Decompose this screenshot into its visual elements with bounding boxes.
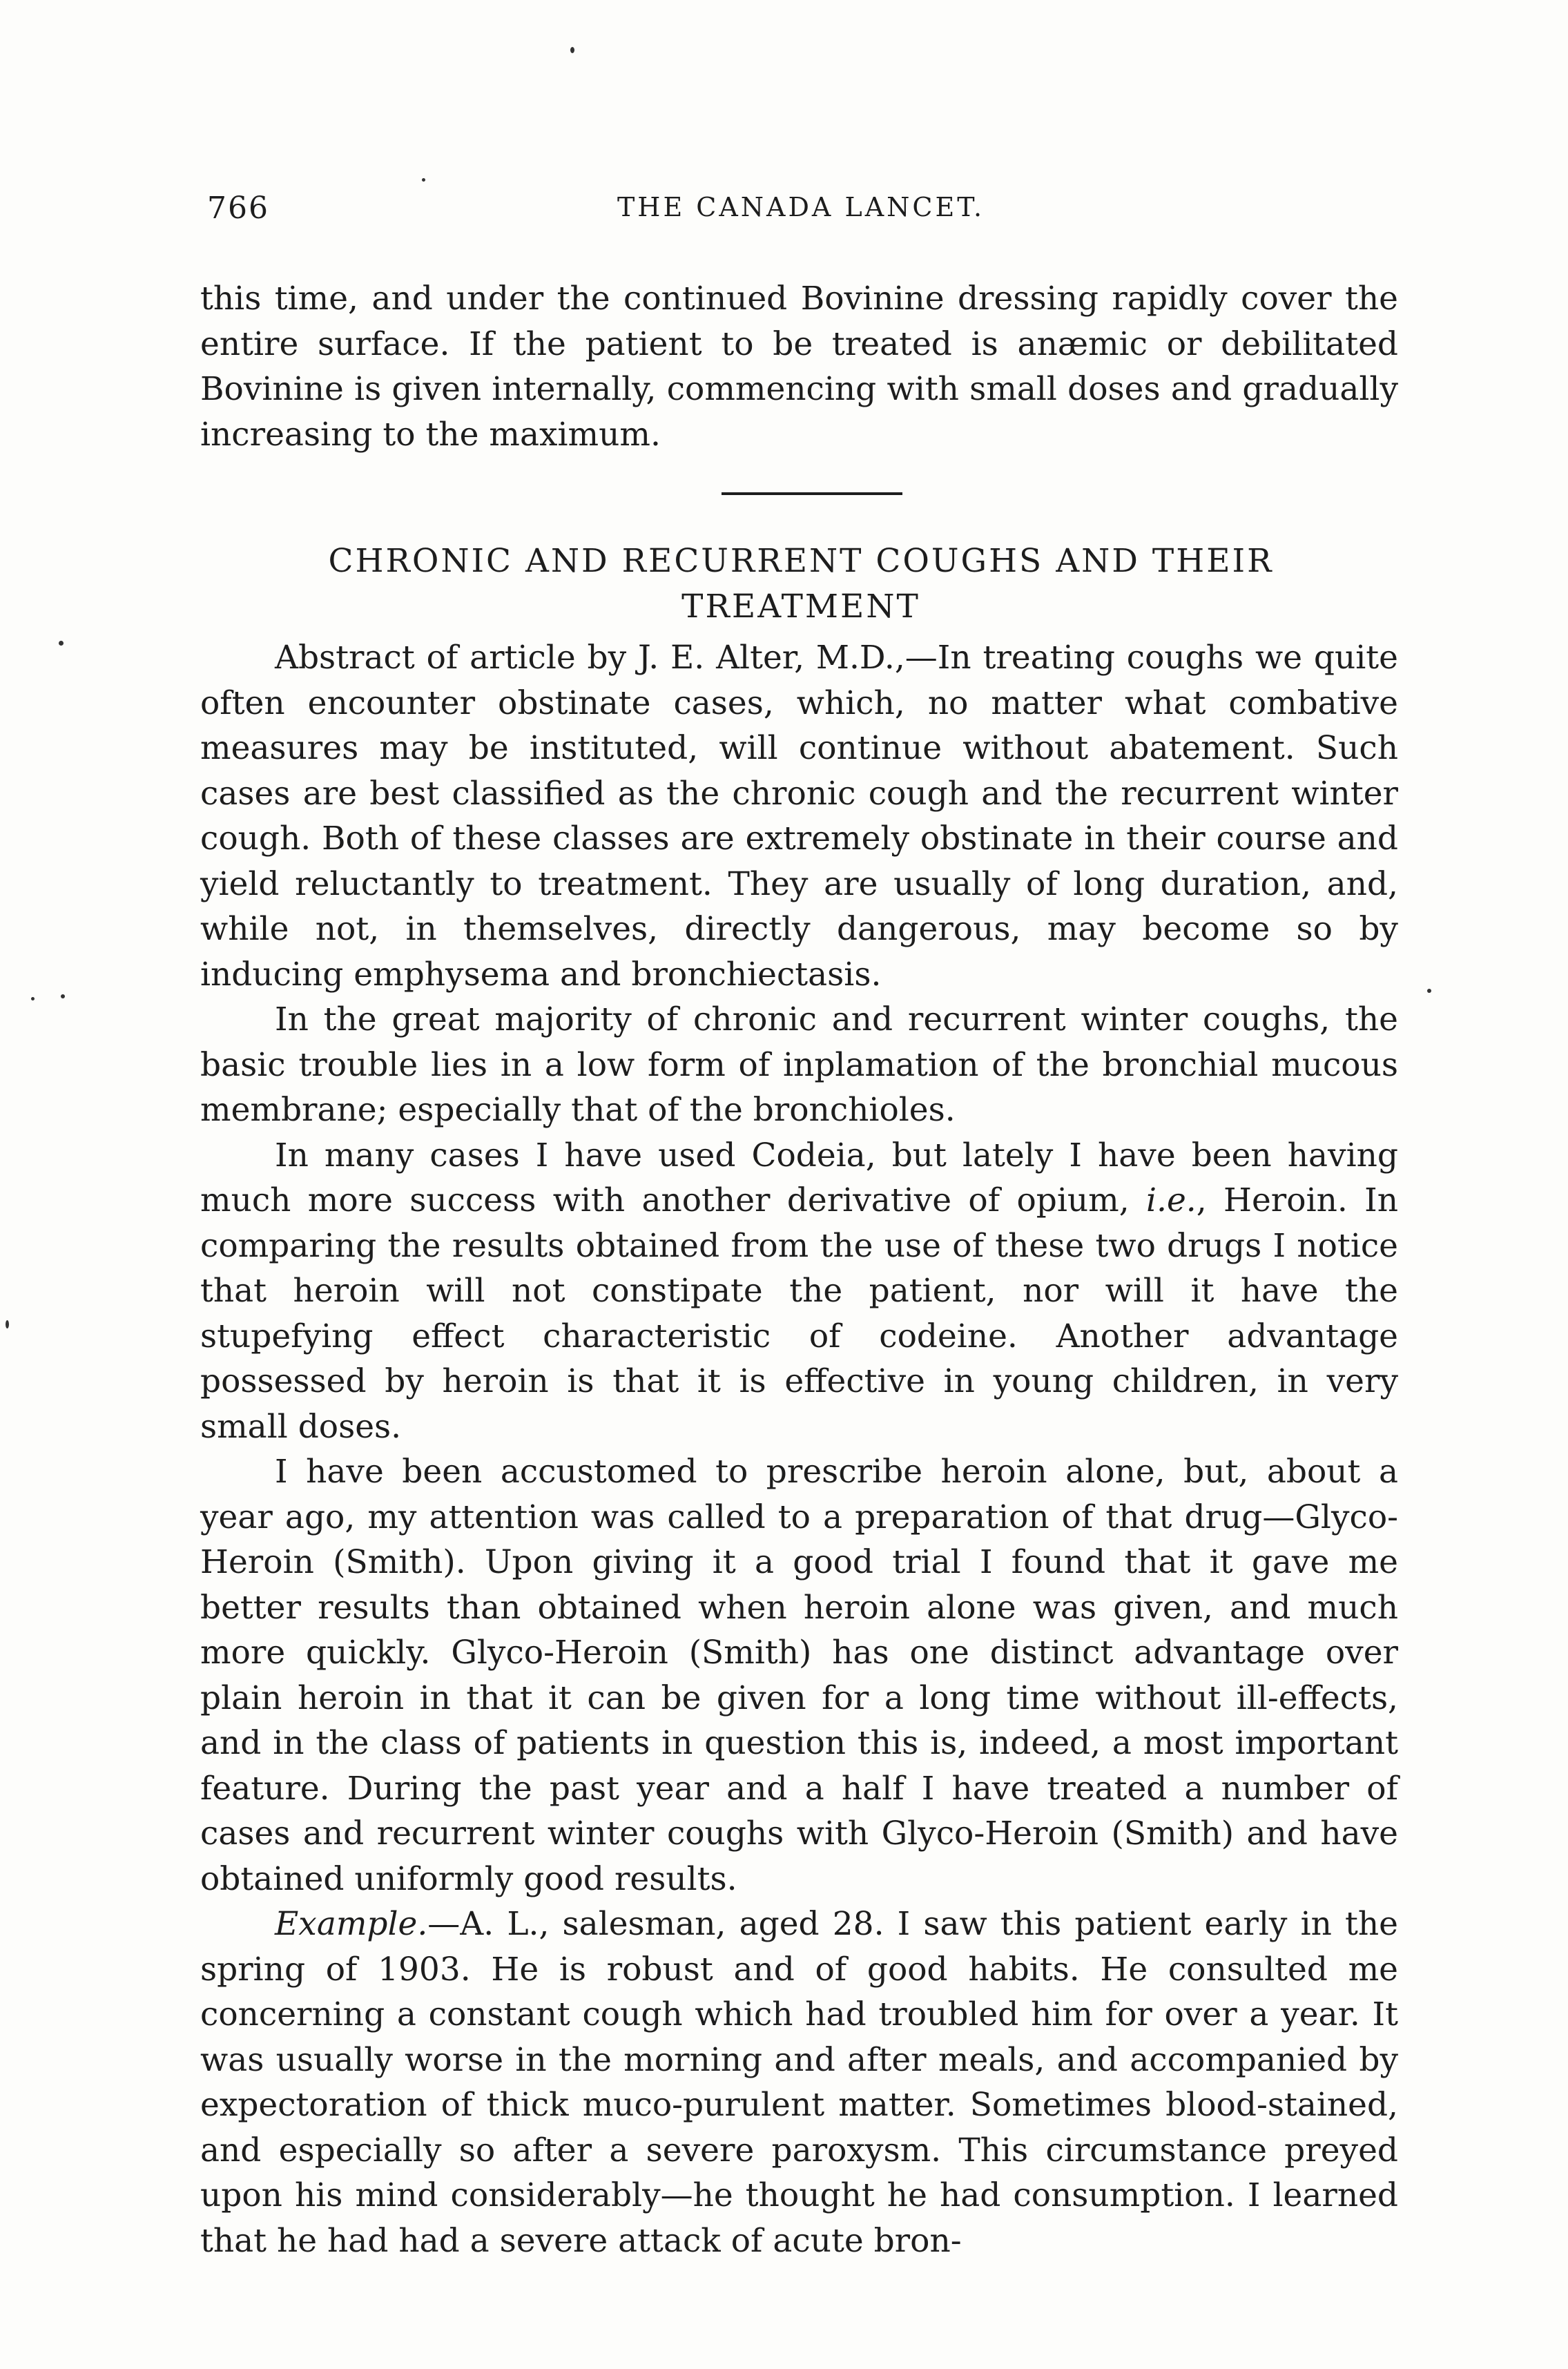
- running-head: [207, 191, 1395, 232]
- scan-speck: [1427, 989, 1431, 993]
- continuation-text: this time, and under the continued Bovinine dressing rapidly cover the entire surface. If the patient to be treated is anæmic or debilitated Bovinine is given internally, commencing with small doses and gradually increasing to the maximum.: [200, 280, 1398, 454]
- continuation-paragraph: [200, 276, 1398, 457]
- scan-speck: [570, 47, 574, 53]
- example-label: Example.: [275, 1905, 428, 1943]
- scan-speck: [59, 641, 64, 646]
- scan-speck: [61, 994, 65, 998]
- basic-trouble-paragraph: In the great majority of chronic and recurrent winter coughs, the basic trouble lies in a low form of inplamation of the bronchial mucous membrane; especially that of the bronchioles.: [200, 1000, 1398, 1129]
- scan-speck: [31, 997, 35, 1000]
- scan-speck: [422, 178, 425, 182]
- scan-speck: [6, 1320, 9, 1328]
- page-number: 766: [207, 191, 269, 226]
- article-title: CHRONIC AND RECURRENT COUGHS AND THEIR TREATMENT: [328, 542, 1274, 626]
- example-text: —A. L., salesman, aged 28. I saw this patient early in the spring of 1903. He is robust and of good habits. He consulted me concerning a constant cough which had troubled him for over a year. It was usually worse in the morning and after meals, and accompanied by expectoration of thick muco-purulent matter. Sometimes blood-stained, and especially so after a severe paroxysm. This circumstance preyed upon his mind considerably—he thought he had consumption. I learned that he had had a severe attack of acute bron-: [200, 1905, 1398, 2260]
- example-paragraph: [200, 1902, 1398, 2263]
- ie-abbreviation: i.e.: [1145, 1181, 1197, 1219]
- journal-title: THE CANADA LANCET.: [617, 192, 985, 222]
- section-divider: [722, 492, 902, 495]
- heroin-paragraph: [200, 1133, 1398, 1450]
- abstract-paragraph: Abstract of article by J. E. Alter, M.D.,—In treating coughs we quite often encounter obstinate cases, which, no matter what combative measures may be instituted, will continue without abatement. Such cases are best classified as the chronic cough and the recurrent winter cough. Both of these classes are extremely obstinate in their course and yield reluctantly to treatment. They are usually of long duration, and, while not, in themselves, directly dangerous, may become so by inducing emphysema and bronchiectasis.: [200, 639, 1398, 994]
- heroin-paragraph-end: , Heroin. In comparing the results obtained from the use of these two drugs I notice that heroin will not constipate the patient, nor will it have the stupefying effect characteristic of codeine. Another advantage possessed by heroin is that it is effective in young children, in very small doses.: [200, 1181, 1398, 1446]
- article-body: [200, 635, 1398, 2263]
- glyco-heroin-paragraph: I have been accustomed to prescribe heroin alone, but, about a year ago, my attention was called to a preparation of that drug—Glyco-Heroin (Smith). Upon giving it a good trial I found that it gave me better results than obtained when heroin alone was given, and much more quickly. Glyco-Heroin (Smith) has one distinct advantage over plain heroin in that it can be given for a long time without ill-effects, and in the class of patients in question this is, indeed, a most important feature. During the past year and a half I have treated a number of cases and recurrent winter coughs with Glyco-Heroin (Smith) and have obtained uniformly good results.: [200, 1453, 1398, 1898]
- heroin-paragraph-start: In many cases I have used Codeia, but lately I have been having much more success with another derivative of opium,: [200, 1136, 1398, 1219]
